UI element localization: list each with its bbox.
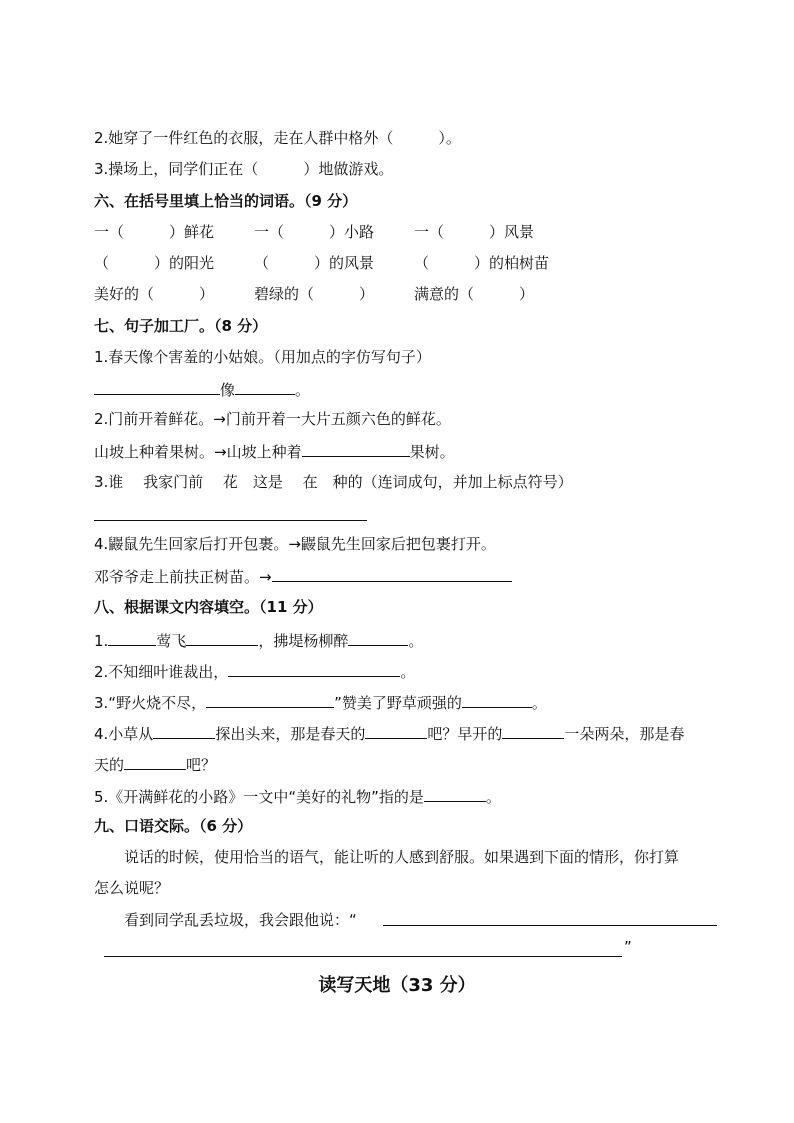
sec6-r2-c3: （ ）的柏树苗 [414,254,550,272]
sec9-answer-line-2[interactable] [104,956,622,957]
sec7-q2b [94,440,455,462]
sec8-q3-b: ”赞美了野草顽强的 [334,694,462,712]
answer-blank[interactable] [108,629,156,646]
answer-blank[interactable] [186,629,258,646]
sec6-r1-c1: 一（ ）鲜花 [94,223,215,241]
sec7-q1-answer [94,378,310,400]
sec8-q1-b: 莺飞 [156,632,187,650]
q5-item-2: 2.她穿了一件红色的衣服，走在人群中格外（ ）。 [94,129,461,147]
sec8-q1-num: 1. [94,632,109,650]
sec7-q3: 3.谁 我家门前 花 这是 在 种的（连词成句，并加上标点符号） [94,473,573,491]
sec6-r1-c3: 一（ ）风景 [414,223,535,241]
answer-blank[interactable] [206,691,334,708]
sec8-q3-c: 。 [531,694,547,712]
answer-blank[interactable] [462,691,532,708]
sec7-q2b-pre: 山坡上种着果树。→山坡上种着 [94,443,302,461]
section-7-heading: 七、句子加工厂。（8 分） [94,317,268,335]
sec8-q4 [94,722,684,744]
sec8-q2 [94,660,415,682]
sec8-q4-cont [94,753,216,775]
answer-blank[interactable] [424,785,486,802]
sec7-q2b-post: 果树。 [409,443,455,461]
q5-item-3: 3.操场上，同学们正在（ ）地做游戏。 [94,160,394,178]
sec8-q5-a: 5.《开满鲜花的小路》一文中“美好的礼物”指的是 [94,788,424,806]
answer-blank[interactable] [502,722,564,739]
sec8-q1-c: ，拂堤杨柳醉 [258,632,349,650]
sec7-q2a: 2.门前开着鲜花。→门前开着一大片五颜六色的鲜花。 [94,410,451,428]
sec8-q3-a: 3.“野火烧不尽， [94,694,207,712]
sec8-q2-a: 2.不知细叶谁裁出， [94,663,229,681]
sec9-para-line-2: 怎么说呢？ [94,879,170,897]
answer-blank[interactable] [235,378,295,395]
answer-blank[interactable] [153,722,215,739]
sec8-q5-b: 。 [485,788,501,806]
sec8-q4-e: 天的 [94,756,125,774]
answer-blank[interactable] [302,440,410,457]
sec6-r3-c1: 美好的（ ） [94,285,215,303]
sec9-prompt: 看到同学乱丢垃圾，我会跟他说：“ [124,911,357,929]
sec7-q1-mid: 像 [220,381,236,399]
sec8-q1 [94,629,423,651]
sec7-q3-answer-line[interactable] [94,520,367,521]
answer-blank[interactable] [348,629,408,646]
section-6-heading: 六、在括号里填上恰当的词语。（9 分） [94,192,358,210]
sec7-q1: 1.春天像个害羞的小姑娘。（用加点的字仿写句子） [94,348,431,366]
sec7-q4b [94,565,512,587]
sec8-q4-d: 一朵两朵，那是春 [564,725,685,743]
answer-blank[interactable] [272,565,512,582]
answer-blank[interactable] [228,660,400,677]
sec7-q4b-text: 邓爷爷走上前扶正树苗。→ [94,568,272,586]
sec8-q3 [94,691,547,713]
sec6-r3-c3: 满意的（ ） [414,285,535,303]
sec8-q5 [94,785,501,807]
section-title: 读写天地（33 分） [318,975,476,996]
answer-blank[interactable] [124,753,186,770]
sec6-row-3 [94,284,534,304]
sec6-r3-c2: 碧绿的（ ） [254,285,375,303]
sec9-answer-line-1[interactable] [383,925,717,926]
answer-blank[interactable] [365,722,427,739]
section-9-heading: 九、口语交际。（6 分） [94,817,253,835]
sec6-r2-c2: （ ）的风景 [254,254,375,272]
sec9-para-line-1: 说话的时候，使用恰当的语气，能让听的人感到舒服。如果遇到下面的情形，你打算 [124,848,680,866]
section-8-heading: 八、根据课文内容填空。（11 分） [94,598,323,616]
sec8-q1-d: 。 [408,632,424,650]
sec6-row-1 [94,222,534,242]
sec9-close-quote: ” [624,938,632,956]
sec8-q4-c: 吧？早开的 [427,725,503,743]
sec7-q4a: 4.鼹鼠先生回家后打开包裹。→鼹鼠先生回家后把包裹打开。 [94,535,496,553]
sec6-r2-c1: （ ）的阳光 [94,254,215,272]
sec7-q1-end: 。 [295,381,311,399]
sec8-q4-f: 吧？ [186,756,217,774]
sec8-q2-b: 。 [400,663,416,681]
answer-blank[interactable] [94,378,220,395]
sec8-q4-b: 探出头来，那是春天的 [215,725,366,743]
sec6-row-2 [94,253,549,273]
sec6-r1-c2: 一（ ）小路 [254,223,375,241]
sec8-q4-a: 4.小草从 [94,725,154,743]
